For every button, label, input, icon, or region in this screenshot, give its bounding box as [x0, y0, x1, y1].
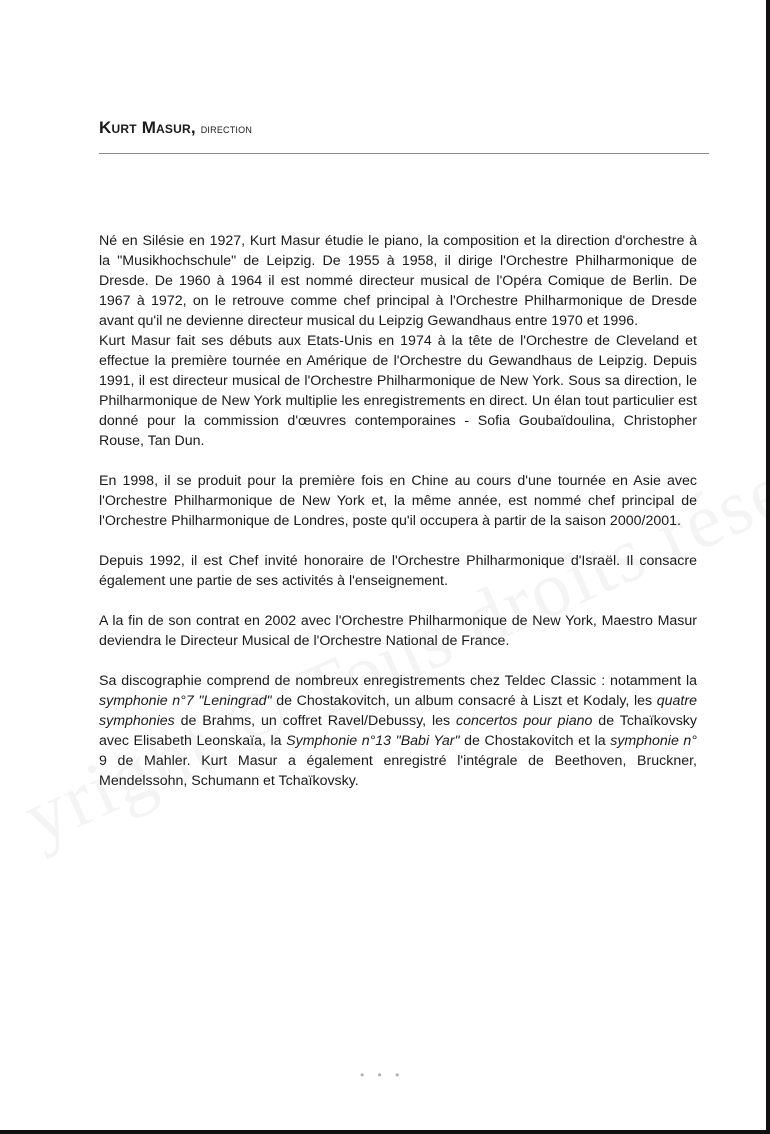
bio-paragraph-3: En 1998, il se produit pour la première fois en Chine au cours d'une tournée en Asie avec l'Orchestre Philharmonique de New York et, la même année, est nommé chef principal de l'Orchestre Philharmonique de Londres, poste qu'il occupera à partir de la saison 2000/2001.	[99, 473, 697, 529]
disco-work-brahms: quatre symphonies	[99, 693, 697, 729]
conductor-role: direction	[200, 122, 253, 136]
bio-paragraph-5: A la fin de son contrat en 2002 avec l'Orchestre Philharmonique de New York, Maestro Masur deviendra le Directeur Musical de l'Orchestre National de France.	[99, 613, 697, 649]
disco-work-concertos: concertos pour piano	[455, 713, 593, 729]
disco-work-babi-yar: Symphonie n°13 "Babi Yar"	[286, 733, 460, 749]
conductor-last-name: Masur,	[141, 118, 196, 137]
conductor-first-name: Kurt	[99, 118, 137, 137]
disco-text-5: de Chostakovitch et la	[459, 733, 611, 749]
disco-text-6: 9 de Mahler. Kurt Masur a également enregistré l'intégrale de Beethoven, Bruckner, Mendelssohn, Schumann et Tchaïkovsky.	[99, 753, 697, 789]
scan-artifact-dots: • • •	[360, 1068, 405, 1082]
bio-paragraph-4: Depuis 1992, il est Chef invité honoraire de l'Orchestre Philharmonique d'Israël. Il consacre également une partie de ses activités à l'enseignement.	[99, 553, 697, 589]
disco-text-4: de Tchaïkovsky avec Elisabeth Leonskaïa, la	[99, 713, 697, 749]
bio-paragraph-1: Né en Silésie en 1927, Kurt Masur étudie le piano, la composition et la direction d'orchestre à la "Musikhochschule" de Leipzig. De 1955 à 1958, il dirige l'Orchestre Philharmonique de Dresde. De 1960 à 1964 il est nommé directeur musical de l'Opéra Comique de Berlin. De 1967 à 1972, on le retrouve comme chef principal à l'Orchestre Philharmonique de Dresde avant qu'il ne devienne directeur musical du Leipzig Gewandhaus entre 1970 et 1996.	[99, 233, 697, 329]
page-title	[99, 118, 709, 138]
title-block	[99, 118, 709, 138]
biography	[99, 231, 697, 811]
disco-work-mahler: symphonie n°	[610, 733, 697, 749]
disco-text-3: de Brahms, un coffret Ravel/Debussy, les	[174, 713, 456, 729]
title-divider	[99, 153, 709, 154]
disco-text-1: Sa discographie comprend de nombreux enregistrements chez Teldec Classic : notamment la	[99, 673, 697, 689]
disco-text-2: de Chostakovitch, un album consacré à Liszt et Kodaly, les	[271, 693, 657, 709]
discography-paragraph	[99, 671, 697, 791]
bio-paragraph-2: Kurt Masur fait ses débuts aux Etats-Unis en 1974 à la tête de l'Orchestre de Cleveland et effectue la première tournée en Amérique de l'Orchestre du Gewandhaus de Leipzig. Depuis 1991, il est directeur musical de l'Orchestre Philharmonique de New York. Sous sa direction, le Philharmonique de New York multiplie les enregistrements en direct. Un élan tout particulier est donné pour la commission d'œuvres contemporaines - Sofia Goubaïdoulina, Christopher Rouse, Tan Dun.	[99, 333, 697, 449]
disco-work-leningrad: symphonie n°7 "Leningrad"	[99, 693, 272, 709]
